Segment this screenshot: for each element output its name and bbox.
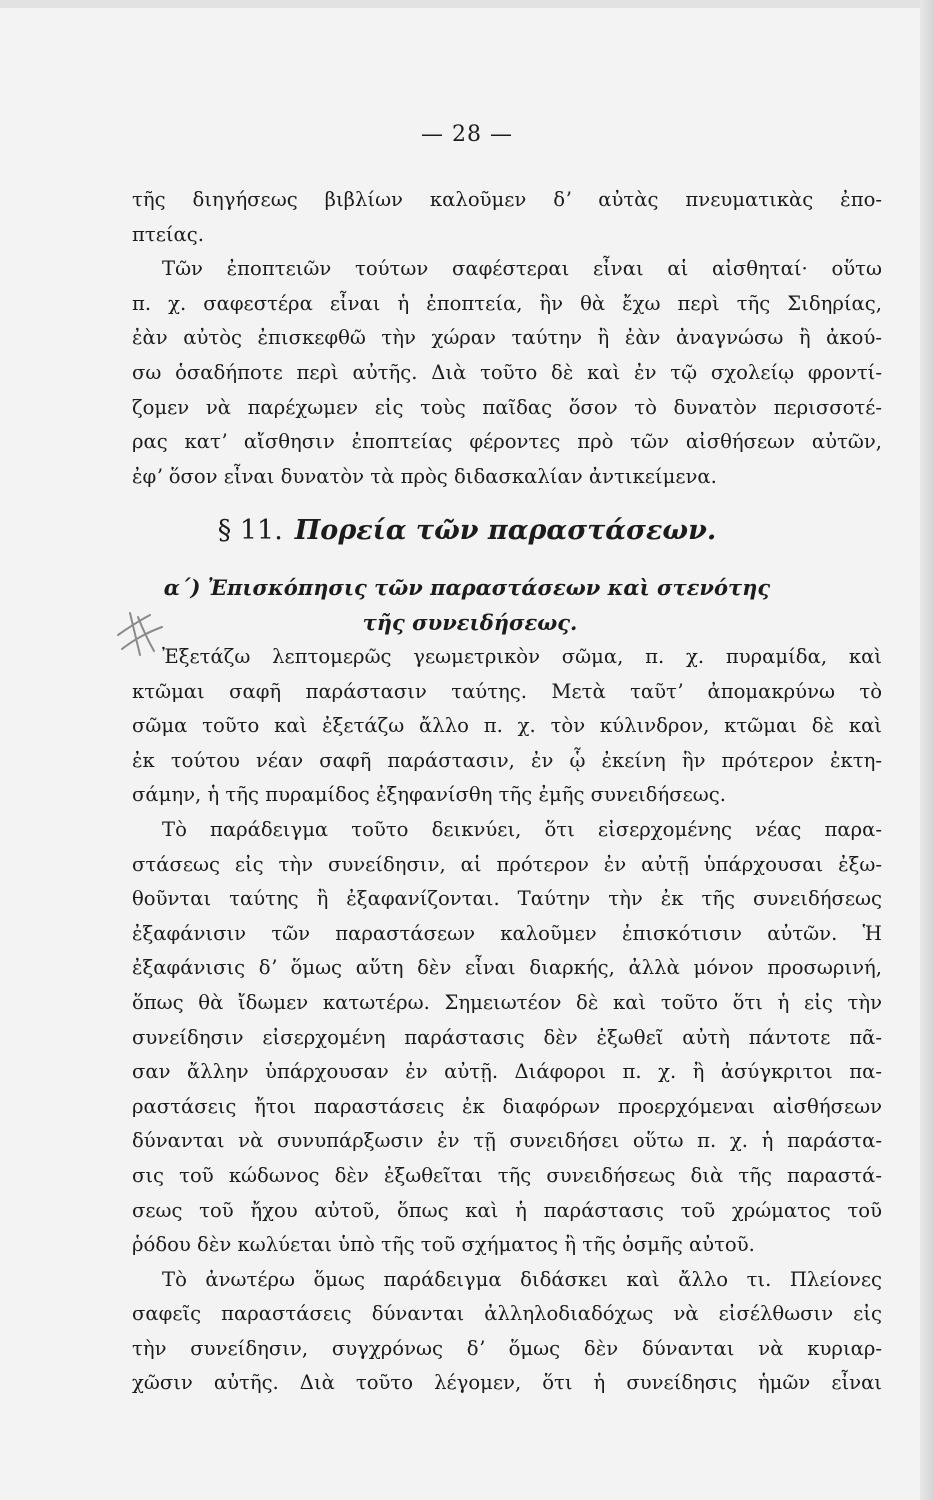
text-line: σαν ἄλλην ὑπάρχουσαν ἐν αὐτῇ. Διάφοροι π. χ. ἢ ἀσύγκριτοι πα- [132,1060,882,1084]
text-line: π. χ. σαφεστέρα εἶναι ἡ ἐποπτεία, ἣν θὰ ἔχω περὶ τῆς Σιδηρίας, [132,291,882,315]
text-line: Τὸ παράδειγμα τοῦτο δεικνύει, ὅτι εἰσερχομένης νέας παρα- [162,817,882,841]
text-line: σαφεῖς παραστάσεις δύνανται ἀλληλοδιαδόχως νὰ εἰσέλθωσιν εἰς [132,1302,882,1326]
page-number: — 28 — [421,122,513,147]
text-line: σάμην, ἡ τῆς πυραμίδος ἐξηφανίσθη τῆς ἐμῆς συνειδήσεως. [132,783,726,807]
text-line: ἐξαφάνισις δʼ ὅμως αὕτη δὲν εἶναι διαρκής, ἀλλὰ μόνον προσωρινή, [132,956,882,980]
text-line: σῶμα τοῦτο καὶ ἐξετάζω ἄλλο π. χ. τὸν κύλινδρον, κτῶμαι δὲ καὶ [132,714,882,738]
text-line: ῥόδου δὲν κωλύεται ὑπὸ τῆς τοῦ σχήματος ἢ τῆς ὀσμῆς αὐτοῦ. [132,1233,755,1257]
page-binding-edge [920,0,934,1500]
text-line: ἐξαφάνισιν τῶν παραστάσεων καλοῦμεν ἐπισκότισιν αὐτῶν. Ἡ [132,921,882,945]
text-line: σω ὁσαδήποτε περὶ αὐτῆς. Διὰ τοῦτο δὲ καὶ ἐν τῷ σχολείῳ φροντί- [132,360,882,384]
paragraph-block-2 [132,640,882,1401]
text-line: ρας κατʼ αἴσθησιν ἐποπτείας φέροντες πρὸ τῶν αἰσθήσεων αὐτῶν, [132,430,882,454]
text-line: στάσεως εἰς τὴν συνείδησιν, αἱ πρότερον ἐν αὐτῇ ὑπάρχουσαι ἐξω- [132,852,882,876]
subsection-heading-line-2: τῆς συνειδήσεως. [362,610,578,635]
text-line: χῶσιν αὐτῆς. Διὰ τοῦτο λέγομεν, ὅτι ἡ συνείδησις ἡμῶν εἶναι [132,1371,882,1395]
text-line: σις τοῦ κώδωνος δὲν ἐξωθεῖται τῆς συνειδήσεως διὰ τῆς παραστά- [132,1163,882,1187]
text-line: δύνανται νὰ συνυπάρξωσιν ἐν τῇ συνειδήσει οὕτω π. χ. ἡ παράστα- [132,1129,882,1153]
text-line: Τὸ ἀνωτέρω ὅμως παράδειγμα διδάσκει καὶ ἄλλο τι. Πλείονες [162,1267,882,1291]
text-line: ἐφʼ ὅσον εἶναι δυνατὸν τὰ πρὸς διδασκαλίαν ἀντικείμενα. [132,464,717,488]
section-heading [0,515,934,546]
text-line: ἐκ τούτου νέαν σαφῆ παράστασιν, ἐν ᾧ ἐκείνη ἣν πρότερον ἐκτη- [132,748,882,772]
text-line: Ἐξετάζω λεπτομερῶς γεωμετρικὸν σῶμα, π. χ. πυραμίδα, καὶ [162,645,882,668]
paragraph-block-1 [132,183,882,494]
section-title: Πορεία τῶν παραστάσεων. [294,515,717,546]
text-line: πτείας. [132,222,204,246]
text-line: ραστάσεις ἤτοι παραστάσεις ἐκ διαφόρων προερχόμεναι αἰσθήσεων [132,1094,882,1118]
text-line: Τῶν ἐποπτειῶν τούτων σαφέστεραι εἶναι αἱ αἰσθηταί· οὕτω [162,257,882,281]
text-line: θοῦνται ταύτης ἢ ἐξαφανίζονται. Ταύτην τὴν ἐκ τῆς συνειδήσεως [132,887,882,911]
text-line: συνείδησιν εἰσερχομένη παράστασις δὲν ἐξωθεῖ αὐτὴ πάντοτε πᾶ- [132,1025,882,1049]
page-top-edge [0,0,934,8]
text-line: σεως τοῦ ἤχου αὐτοῦ, ὅπως καὶ ἡ παράστασις τοῦ χρώματος τοῦ [132,1198,882,1222]
text-line: ἐὰν αὐτὸς ἐπισκεφθῶ τὴν χώραν ταύτην ἢ ἐὰν ἀναγνώσω ἢ ἀκού- [132,326,882,350]
text-line: τῆς διηγήσεως βιβλίων καλοῦμεν δʼ αὐτὰς πνευματικὰς ἐπο- [132,188,882,211]
text-line: ὅπως θὰ ἴδωμεν κατωτέρω. Σημειωτέον δὲ καὶ τοῦτο ὅτι ἡ εἰς τὴν [132,990,882,1014]
text-line: τὴν συνείδησιν, συγχρόνως δʼ ὅμως δὲν δύνανται νὰ κυριαρ- [132,1336,882,1360]
text-line: ζομεν νὰ παρέχωμεν εἰς τοὺς παῖδας ὅσον τὸ δυνατὸν περισσοτέ- [132,395,882,419]
subsection-heading-line-1: α΄) Ἐπισκόπησις τῶν παραστάσεων καὶ στενότης [163,575,771,600]
section-number: § 11. [217,515,283,546]
text-line: κτῶμαι σαφῆ παράστασιν ταύτης. Μετὰ ταῦτʼ ἀπομακρύνω τὸ [132,679,882,703]
